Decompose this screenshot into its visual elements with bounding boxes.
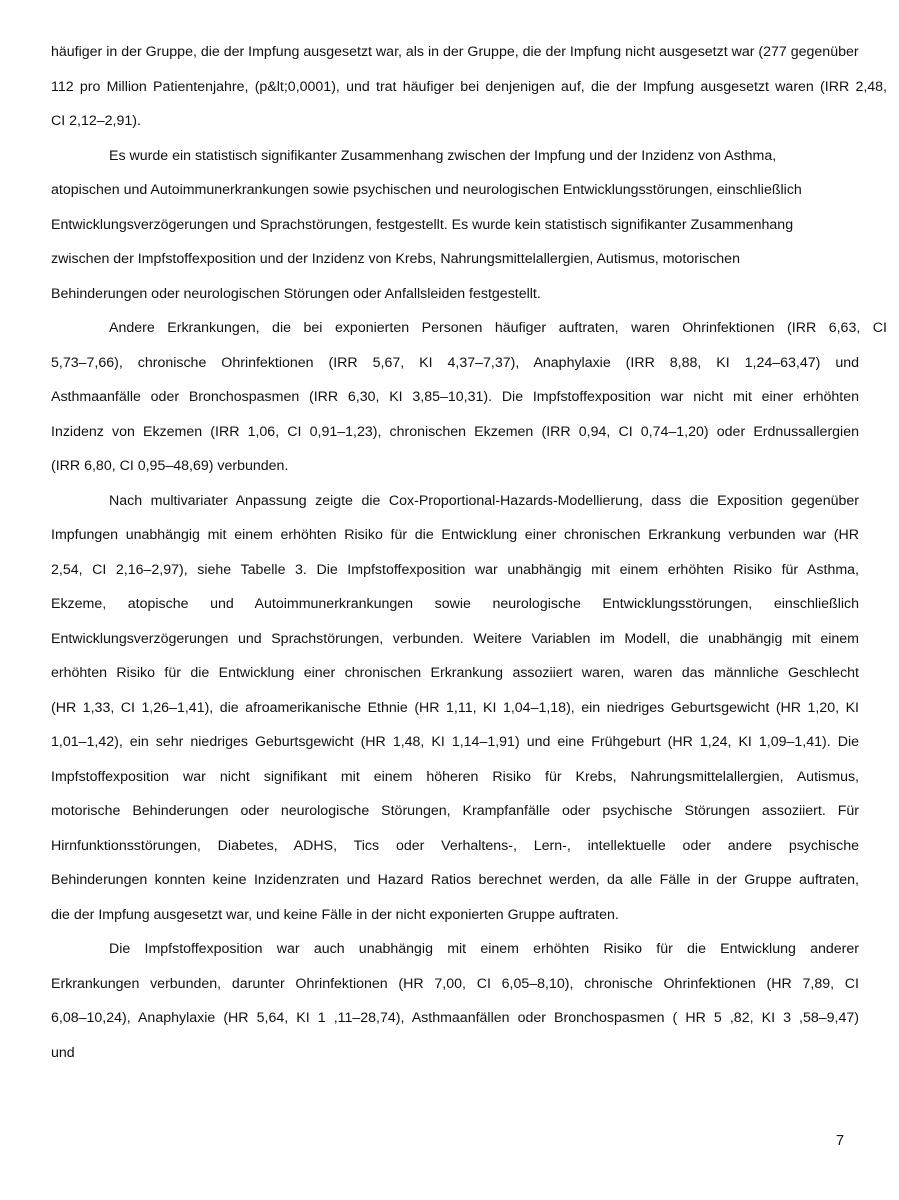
paragraph-2 [51,139,899,312]
text-line: die der Impfung ausgesetzt war, und keine Fälle in der nicht exponierten Gruppe auftraten. [51,906,619,923]
text-line: 6,08–10,24), Anaphylaxie (HR 5,64, KI 1 ,11–28,74), Asthmaanfällen oder Bronchospasmen ( HR 5 ,82, KI 3 ,58–9,47) [51,1010,859,1026]
text-line: 2,54, CI 2,16–2,97), siehe Tabelle 3. Die Impfstoffexposition war unabhängig mit einem erhöhten Risiko für Asthma, [51,561,859,578]
text-line: 1,01–1,42), ein sehr niedriges Geburtsgewicht (HR 1,48, KI 1,14–1,91) und eine Frühgeburt (HR 1,24, KI 1,09–1,41). Die [51,734,859,750]
text-line: Entwicklungsverzögerungen und Sprachstörungen, festgestellt. Es wurde kein statistisch signifikanter Zusammenhang [51,216,794,233]
text-line: (HR 1,33, CI 1,26–1,41), die afroamerikanische Ethnie (HR 1,11, KI 1,04–1,18), ein niedriges Geburtsgewicht (HR 1,20, KI [51,699,859,716]
text-line: Hirnfunktionsstörungen, Diabetes, ADHS, Tics oder Verhaltens-, Lern-, intellektuelle oder andere psychische [51,837,859,854]
text-line: Impfungen unabhängig mit einem erhöhten Risiko für die Entwicklung einer chronischen Erkrankung verbunden war (HR [51,527,859,543]
text-line: 5,73–7,66), chronische Ohrinfektionen (IRR 5,67, KI 4,37–7,37), Anaphylaxie (IRR 8,88, KI 1,24–63,47) und [51,354,859,371]
text-line: Nach multivariater Anpassung zeigte die Cox-Proportional-Hazards-Modellierung, dass die Exposition gegenüber [109,492,859,509]
text-line: erhöhten Risiko für die Entwicklung einer chronischen Erkrankung assoziiert waren, waren das männliche Geschlecht [51,665,859,681]
paragraph-5 [51,932,899,1070]
paragraph-4 [51,484,899,933]
document-page [51,35,899,1070]
text-line: Es wurde ein statistisch signifikanter Zusammenhang zwischen der Impfung und der Inzidenz von Asthma, [109,147,777,164]
text-line: Die Impfstoffexposition war auch unabhängig mit einem erhöhten Risiko für die Entwicklung anderer [109,941,859,957]
text-line: Erkrankungen verbunden, darunter Ohrinfektionen (HR 7,00, CI 6,05–8,10), chronische Ohrinfektionen (HR 7,89, CI [51,975,859,992]
text-line: motorische Behinderungen oder neurologische Störungen, Krampfanfälle oder psychische Störungen assoziiert. Für [51,803,859,819]
paragraph-1 [51,35,899,139]
text-line: Ekzeme, atopische und Autoimmunerkrankungen sowie neurologische Entwicklungsstörungen, einschließlich [51,596,859,612]
paragraph-3 [51,311,899,484]
text-line: und [51,1044,75,1061]
text-line: Andere Erkrankungen, die bei exponierten Personen häufiger auftraten, waren Ohrinfektionen (IRR 6,63, CI [109,320,887,336]
text-line: (IRR 6,80, CI 0,95–48,69) verbunden. [51,458,289,474]
text-line: Asthmaanfälle oder Bronchospasmen (IRR 6,30, KI 3,85–10,31). Die Impfstoffexposition war nicht mit einer erhöhten [51,389,859,405]
text-line: häufiger in der Gruppe, die der Impfung ausgesetzt war, als in der Gruppe, die der Impfung nicht ausgesetzt war (277 gegenüber [51,44,859,60]
text-line: Behinderungen konnten keine Inzidenzraten und Hazard Ratios berechnet werden, da alle Fälle in der Gruppe auftraten, [51,872,859,888]
text-line: Impfstoffexposition war nicht signifikant mit einem höheren Risiko für Krebs, Nahrungsmittelallergien, Autismus, [51,768,859,785]
text-line: zwischen der Impfstoffexposition und der Inzidenz von Krebs, Nahrungsmittelallergien, Autismus, motorischen [51,251,740,267]
text-line: Entwicklungsverzögerungen und Sprachstörungen, verbunden. Weitere Variablen im Modell, die unabhängig mit einem [51,630,859,647]
text-line: 112 pro Million Patientenjahre, (p&lt;0,0001), und trat häufiger bei denjenigen auf, die der Impfung ausgesetzt waren (IRR 2,48, [51,78,887,95]
text-line: CI 2,12–2,91). [51,113,141,129]
text-line: atopischen und Autoimmunerkrankungen sowie psychischen und neurologischen Entwicklungsstörungen, einschließlich [51,182,802,198]
text-line: Inzidenz von Ekzemen (IRR 1,06, CI 0,91–1,23), chronischen Ekzemen (IRR 0,94, CI 0,74–1,20) oder Erdnussallergien [51,423,859,440]
text-line: Behinderungen oder neurologischen Störungen oder Anfallsleiden festgestellt. [51,285,541,302]
page-number: 7 [836,1133,845,1149]
